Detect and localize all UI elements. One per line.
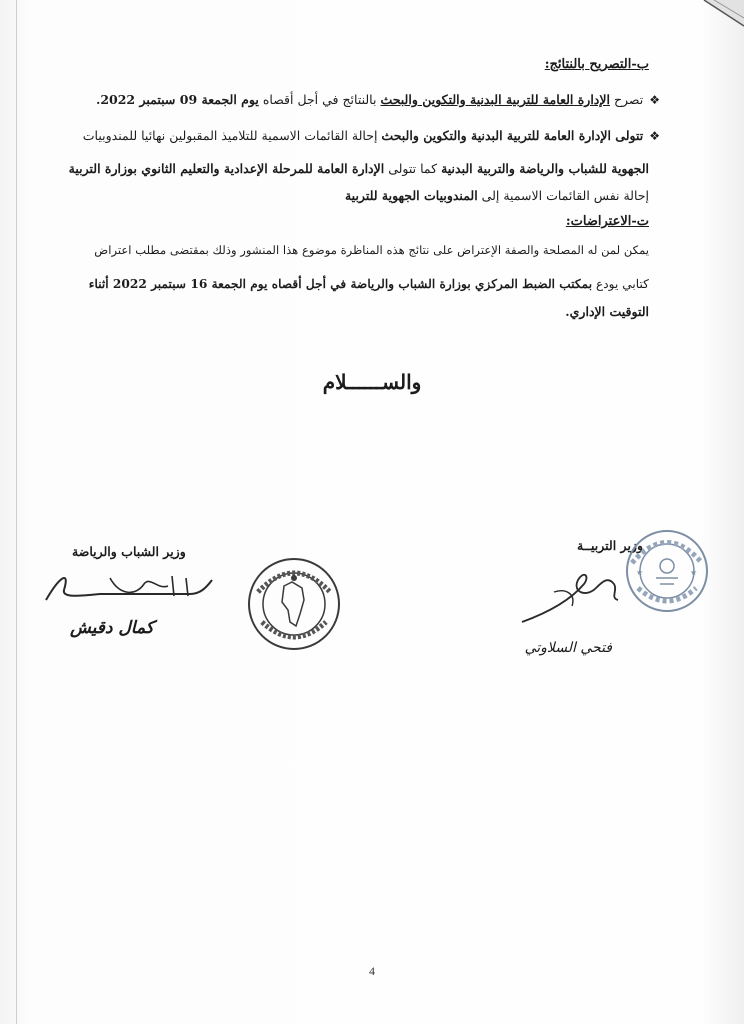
bullet2-line2-a: الجهوية للشباب والرياضة والتربية البدنية xyxy=(441,161,649,176)
section-t-line-1: يمكن لمن له المصلحة والصفة الإعتراض على نتائج هذه المناظرة موضوع هذا المنشور وذلك بمقتضى مطلب اعتراض xyxy=(94,243,649,257)
diamond-bullet-icon: ❖ xyxy=(649,129,660,143)
youth-sports-minister-signature xyxy=(40,566,220,610)
bullet1-org: الإدارة العامة للتربية البدنية والتكوين والبحث xyxy=(380,92,610,107)
page-number: 4 xyxy=(369,964,375,978)
education-minister-title: وزير التربيــة xyxy=(576,538,643,553)
section-b-heading: ب-التصريح بالنتائج: xyxy=(544,57,649,72)
svg-text:★: ★ xyxy=(636,568,644,577)
youth-sports-minister-title: وزير الشباب والرياضة xyxy=(72,544,186,559)
bullet2-line1-org: تتولى الإدارة العامة للتربية البدنية والتكوين والبحث xyxy=(381,128,644,143)
bullet2-line1-rest: إحالة القائمات الاسمية للتلاميذ المقبولين نهائيا للمندوبيات xyxy=(82,128,382,143)
section-t-line-3: التوقيت الإداري. xyxy=(565,304,649,319)
section-b-bullet-2-line-1 xyxy=(83,128,660,143)
education-ministry-seal xyxy=(624,528,710,614)
diamond-bullet-icon: ❖ xyxy=(649,93,660,107)
education-minister-signature xyxy=(514,562,626,628)
section-t-line2-b: بمكتب الضبط المركزي بوزارة الشباب والرياضة في أجل أقصاه يوم الجمعة 16 سبتمبر 2022 أثناء xyxy=(88,277,593,291)
section-t-line2-a: كتابي يودع xyxy=(592,277,649,291)
svg-text:★: ★ xyxy=(690,568,698,577)
youth-sports-ministry-seal xyxy=(246,556,342,652)
youth-sports-minister-name: كمال دقيش xyxy=(70,618,154,638)
closing-salutation: والســــــلام xyxy=(322,370,422,394)
bullet2-line2-b: كما تتولى xyxy=(384,161,442,176)
education-minister-name: فتحي السلاوتي xyxy=(524,640,612,656)
section-t-heading: ت-الاعتراضات: xyxy=(565,214,649,229)
page-edge-shadow xyxy=(16,0,17,1024)
section-t-line-2 xyxy=(89,277,649,291)
section-b-bullet-2-line-2 xyxy=(69,161,649,176)
bullet1-pre: تصرح xyxy=(609,92,644,107)
folded-corner xyxy=(684,0,744,40)
bullet1-deadline: يوم الجمعة 09 سبتمبر 2022. xyxy=(95,92,259,107)
bullet2-line2-c: الإدارة العامة للمرحلة الإعدادية والتعليم الثانوي بوزارة التربية xyxy=(68,161,385,176)
bullet2-line3-b: المندوبيات الجهوية للتربية xyxy=(344,188,478,203)
section-b-bullet-2-line-3 xyxy=(345,188,649,203)
bullet2-line3-a: إحالة نفس القائمات الاسمية إلى xyxy=(477,188,649,203)
section-b-bullet-1 xyxy=(96,92,660,107)
bullet1-post: بالنتائج في أجل أقصاه xyxy=(258,92,381,107)
